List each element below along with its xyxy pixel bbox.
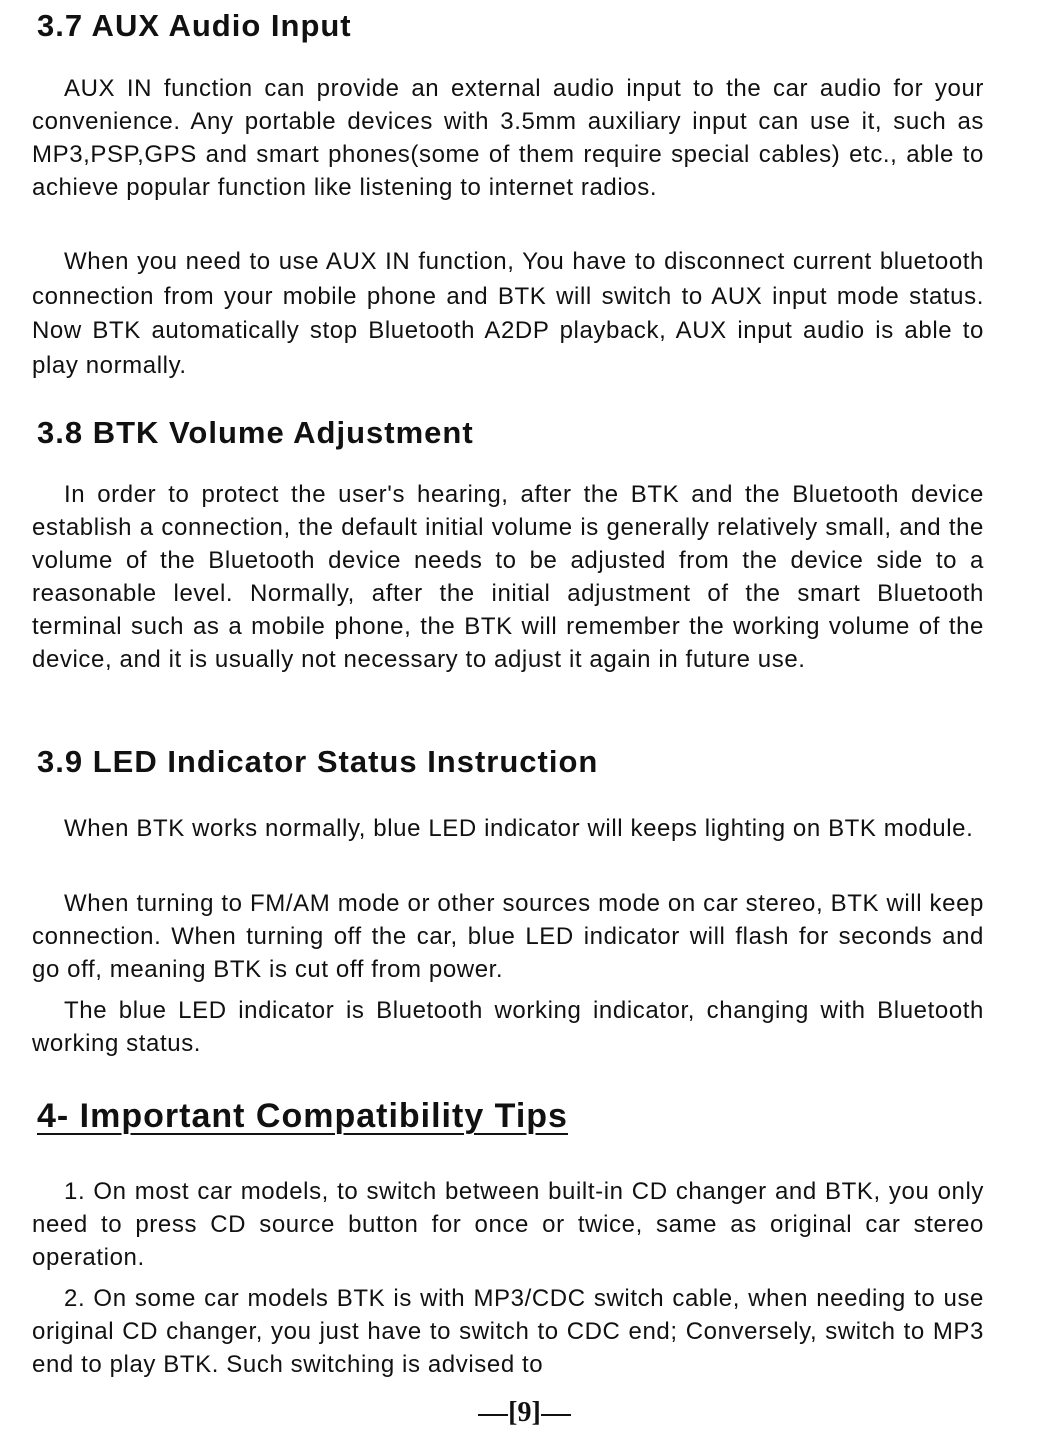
footer-dash-left — [478, 1414, 508, 1416]
section-heading-led-indicator: 3.9 LED Indicator Status Instruction — [37, 744, 599, 779]
paragraph-led-modes: When turning to FM/AM mode or other sources mode on car stereo, BTK will keep connection. When turning off the car, blue LED indicator will flash for seconds and go off, meaning BTK is cut off from power. — [32, 890, 984, 983]
page-number: [9] — [508, 1397, 541, 1428]
paragraph-compat-tip-2: 2. On some car models BTK is with MP3/CDC switch cable, when needing to use original CD changer, you just have to switch to CDC end; Conversely, switch to MP3 end to play BTK. Such switching is advised to — [32, 1285, 984, 1378]
paragraph-aux-usage: When you need to use AUX IN function, You have to disconnect current bluetooth connection from your mobile phone and BTK will switch to AUX input mode status. Now BTK automatically stop Bluetooth A2DP playback, AUX input audio is able to play normally. — [32, 248, 984, 379]
paragraph-led-normal: When BTK works normally, blue LED indicator will keeps lighting on BTK module. — [64, 815, 974, 842]
paragraph-aux-intro: AUX IN function can provide an external audio input to the car audio for your convenience. Any portable devices with 3.5mm auxiliary input can use it, such as MP3,PSP,GPS and smart phones(some of them require special cables) etc., able to achieve popular function like listening to internet radios. — [32, 75, 984, 201]
section-heading-aux-audio-input: 3.7 AUX Audio Input — [37, 8, 352, 43]
footer-dash-right — [541, 1414, 571, 1416]
paragraph-volume-adjustment: In order to protect the user's hearing, after the BTK and the Bluetooth device establish a connection, the default initial volume is generally relatively small, and the volume of the Bluetooth device needs to be adjusted from the device side to a reasonable level. Normally, after the initial adjustment of the smart Bluetooth terminal such as a mobile phone, the BTK will remember the working volume of the device, and it is usually not necessary to adjust it again in future use. — [32, 481, 984, 673]
paragraph-led-meaning: The blue LED indicator is Bluetooth working indicator, changing with Bluetooth working status. — [32, 997, 984, 1057]
paragraph-compat-tip-1: 1. On most car models, to switch between built-in CD changer and BTK, you only need to press CD source button for once or twice, same as original car stereo operation. — [32, 1178, 984, 1271]
section-heading-volume-adjustment: 3.8 BTK Volume Adjustment — [37, 415, 474, 450]
page-footer — [0, 1396, 1049, 1430]
section-heading-compatibility-tips: 4- Important Compatibility Tips — [37, 1097, 568, 1135]
